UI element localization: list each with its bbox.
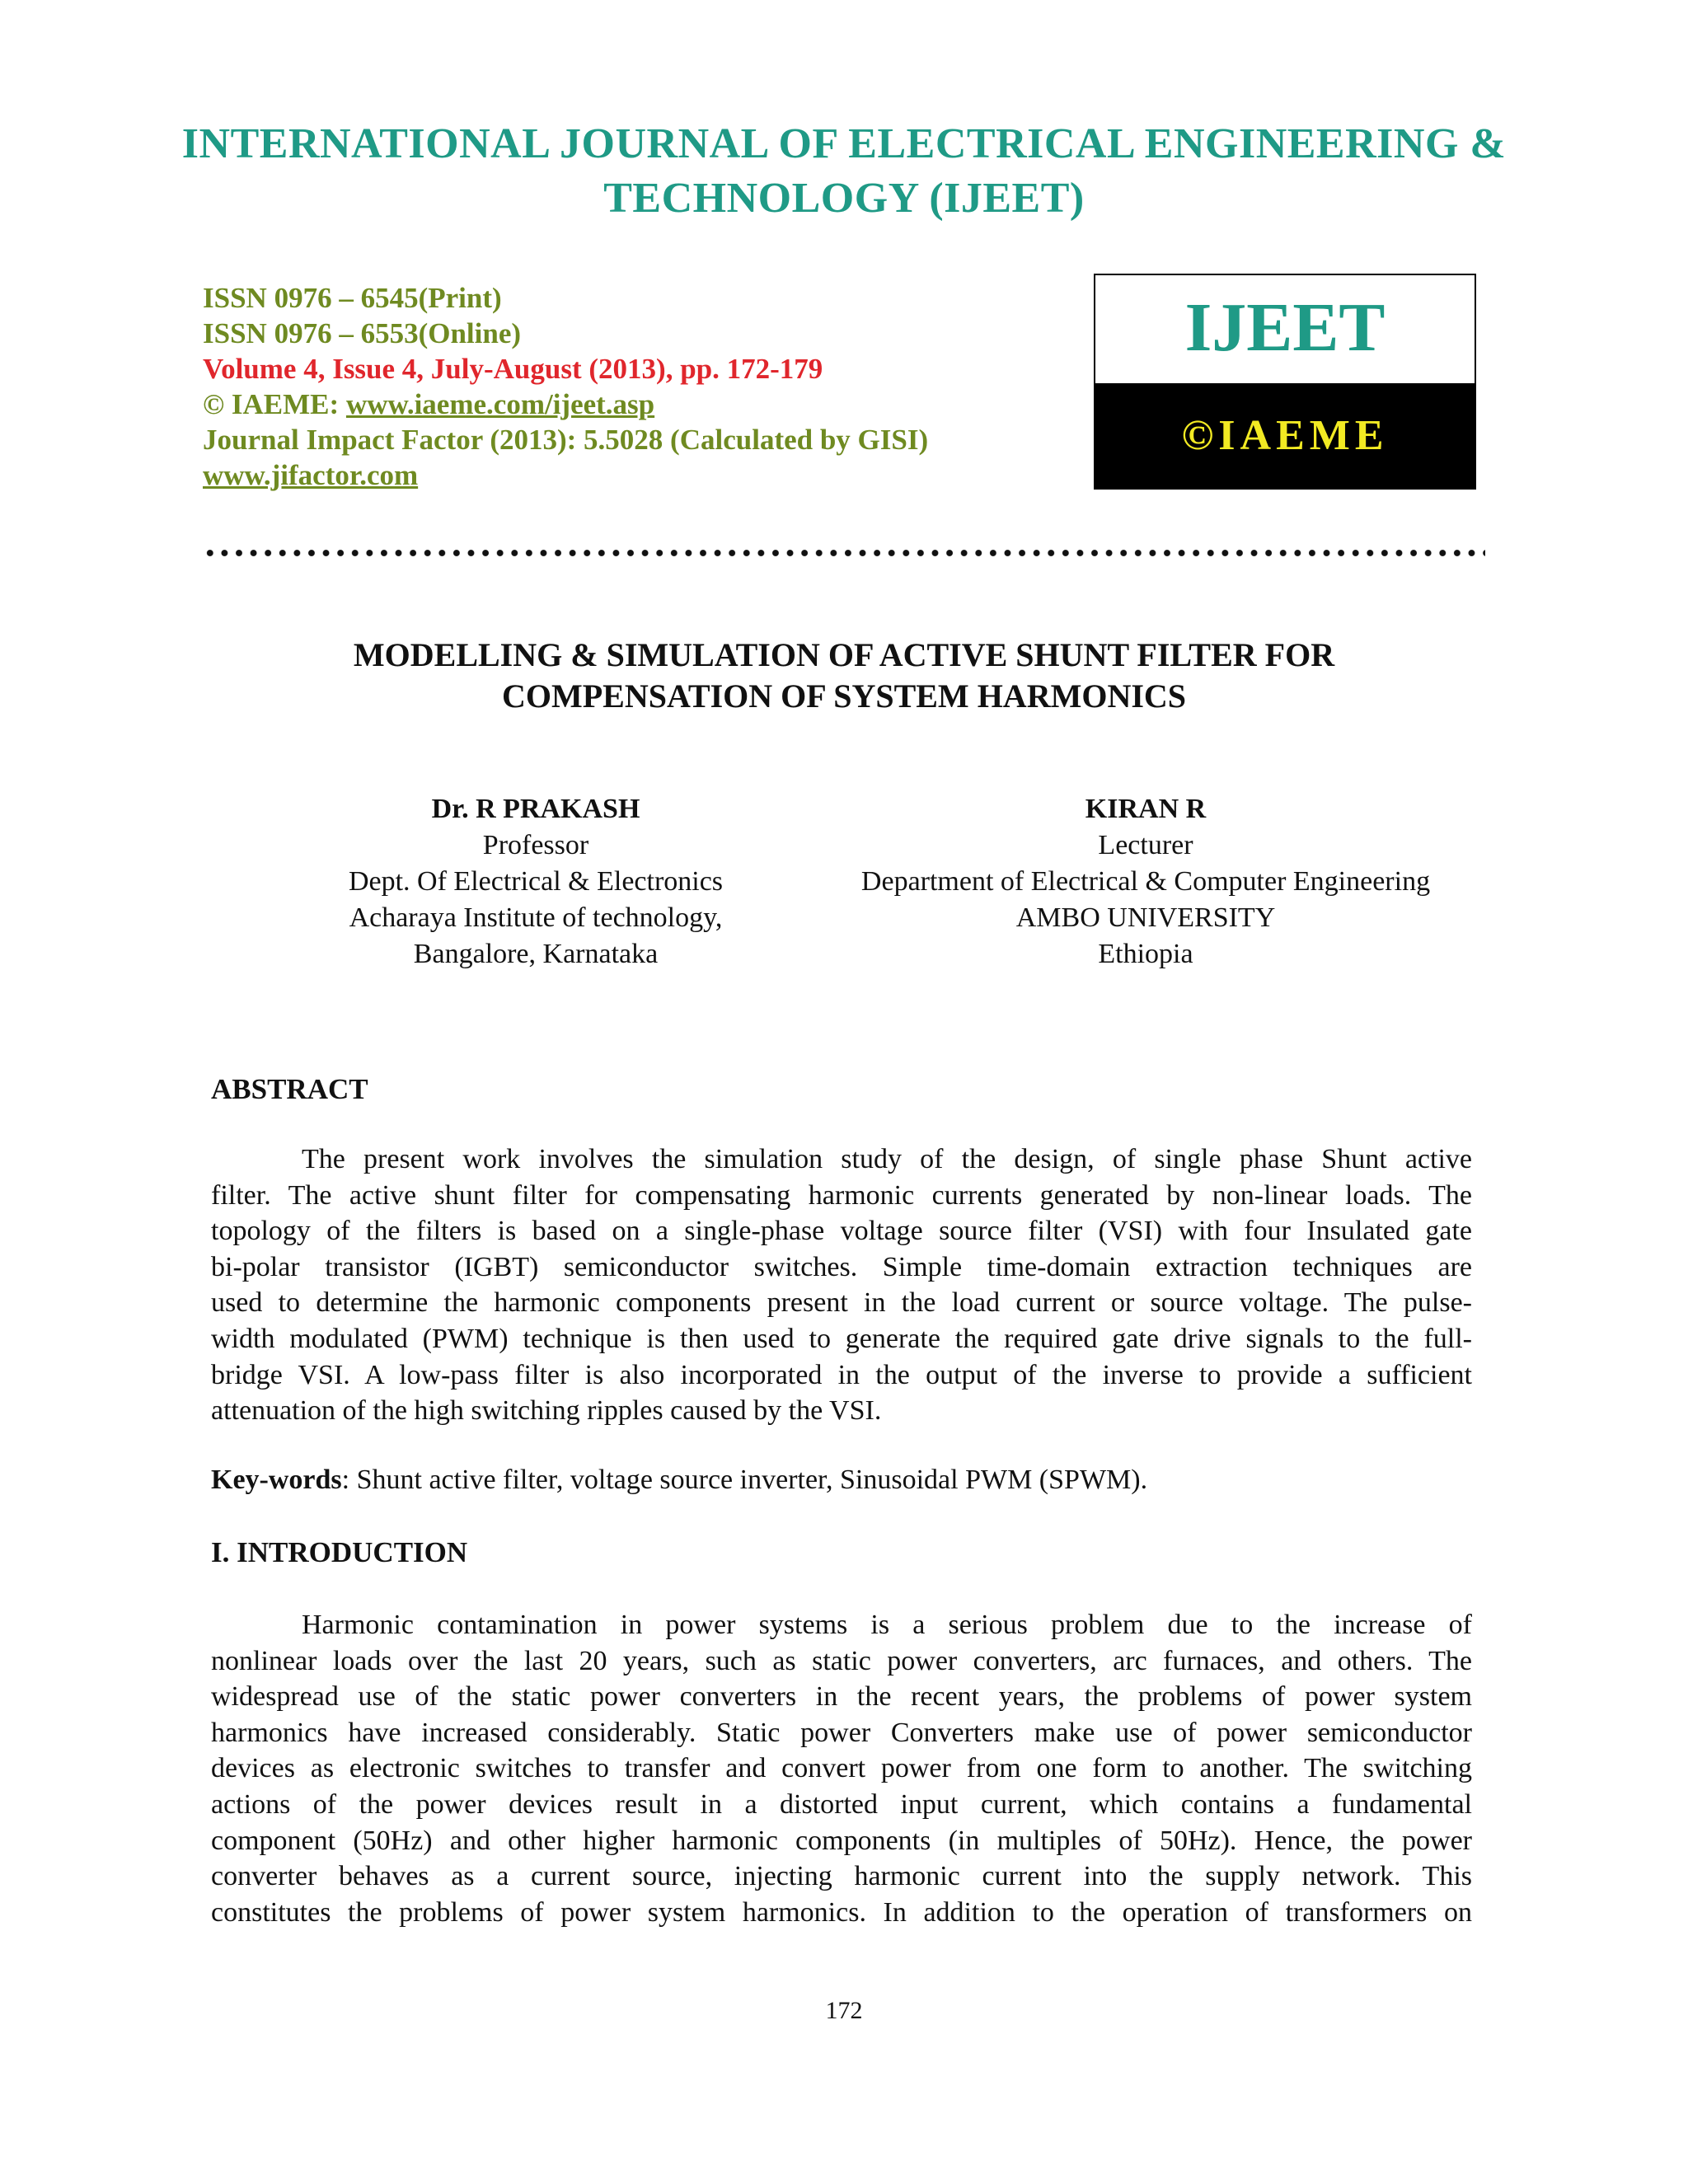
issn-print: ISSN 0976 – 6545(Print) [203, 282, 502, 314]
author-block-2 [808, 791, 1484, 972]
introduction-text [211, 1607, 1472, 1930]
logo-name: IJEET [1184, 289, 1386, 366]
introduction-line: actions of the power devices result in a distorted input current, which contains a fundamental [211, 1788, 1472, 1820]
issn-online: ISSN 0976 – 6553(Online) [203, 317, 522, 349]
abstract-line: topology of the filters is based on a single-phase voltage source filter (VSI) with four Insulated gate [211, 1216, 1472, 1247]
author-department: Dept. Of Electrical & Electronics [348, 866, 724, 897]
impact-factor: Journal Impact Factor (2013): 5.5028 (Calculated by GISI) [203, 424, 929, 456]
logo-publisher: ©IAEME [1181, 412, 1389, 459]
journal-metadata [203, 280, 928, 493]
introduction-line: nonlinear loads over the last 20 years, such as static power converters, arc furnaces, and others. The [211, 1645, 1472, 1676]
author-name: Dr. R PRAKASH [431, 794, 640, 824]
journal-title [124, 117, 1564, 226]
journal-title-line-1: INTERNATIONAL JOURNAL OF ELECTRICAL ENGINEERING & [181, 120, 1507, 167]
abstract-line: attenuation of the high switching ripples caused by the VSI. [211, 1395, 882, 1427]
author-role: Professor [482, 830, 589, 860]
author-role: Lecturer [1098, 830, 1193, 860]
paper-title-line-2: COMPENSATION OF SYSTEM HARMONICS [501, 677, 1187, 715]
jifactor-line [203, 457, 928, 493]
author-department: Department of Electrical & Computer Engineering [860, 866, 1431, 897]
introduction-line: widespread use of the static power converters in the recent years, the problems of power system [211, 1681, 1472, 1713]
keywords [211, 1462, 1147, 1498]
introduction-line: devices as electronic switches to transfer and convert power from one form to another. The switching [211, 1753, 1472, 1784]
introduction-line: constitutes the problems of power system harmonics. In addition to the operation of transformers on [211, 1896, 1472, 1928]
author-name: KIRAN R [1085, 794, 1207, 824]
abstract-line: bi-polar transistor (IGBT) semiconductor switches. Simple time-domain extraction techniques are [211, 1251, 1472, 1282]
abstract-text [211, 1141, 1472, 1429]
keywords-label: Key-words [211, 1465, 342, 1495]
abstract-line: width modulated (PWM) technique is then used to generate the required gate drive signals to the full- [211, 1323, 1472, 1354]
volume-info: Volume 4, Issue 4, July-August (2013), pp. 172-179 [203, 353, 823, 385]
journal-title-line-2: TECHNOLOGY (IJEET) [603, 175, 1085, 222]
introduction-heading: I. INTRODUCTION [211, 1536, 468, 1568]
author-location: Ethiopia [1098, 939, 1193, 969]
dotted-divider [203, 548, 1485, 558]
iaeme-line [203, 387, 928, 422]
abstract-line: filter. The active shunt filter for compensating harmonic currents generated by non-linear loads. The [211, 1179, 1472, 1211]
abstract-line: The present work involves the simulation study of the design, of single phase Shunt active [302, 1144, 1472, 1174]
introduction-line: Harmonic contamination in power systems is a serious problem due to the increase of [302, 1610, 1472, 1640]
author-block-1 [280, 791, 791, 972]
paper-title-line-1: MODELLING & SIMULATION OF ACTIVE SHUNT FILTER FOR [353, 636, 1335, 673]
iaeme-link[interactable]: www.iaeme.com/ijeet.asp [345, 388, 655, 420]
logo-publisher-band [1095, 381, 1475, 488]
iaeme-prefix: © IAEME: [203, 388, 346, 420]
ijeet-logo [1094, 274, 1476, 490]
jifactor-link[interactable]: www.jifactor.com [203, 459, 419, 491]
paper-title [206, 635, 1482, 717]
author-institution: AMBO UNIVERSITY [1015, 902, 1276, 933]
introduction-line: harmonics have increased considerably. Static power Converters make use of power semiconductor [211, 1717, 1472, 1748]
abstract-line: used to determine the harmonic components present in the load current or source voltage. The pulse- [211, 1287, 1472, 1319]
abstract-line: bridge VSI. A low-pass filter is also incorporated in the output of the inverse to provide a sufficient [211, 1359, 1472, 1390]
introduction-line: component (50Hz) and other higher harmonic components (in multiples of 50Hz). Hence, the power [211, 1825, 1472, 1856]
author-location: Bangalore, Karnataka [413, 939, 659, 969]
abstract-heading: ABSTRACT [211, 1073, 368, 1105]
introduction-line: converter behaves as a current source, injecting harmonic current into the supply network. This [211, 1861, 1472, 1892]
author-institution: Acharaya Institute of technology, [349, 902, 723, 933]
page-number: 172 [825, 1997, 863, 2024]
keywords-text: : Shunt active filter, voltage source inverter, Sinusoidal PWM (SPWM). [341, 1465, 1148, 1495]
